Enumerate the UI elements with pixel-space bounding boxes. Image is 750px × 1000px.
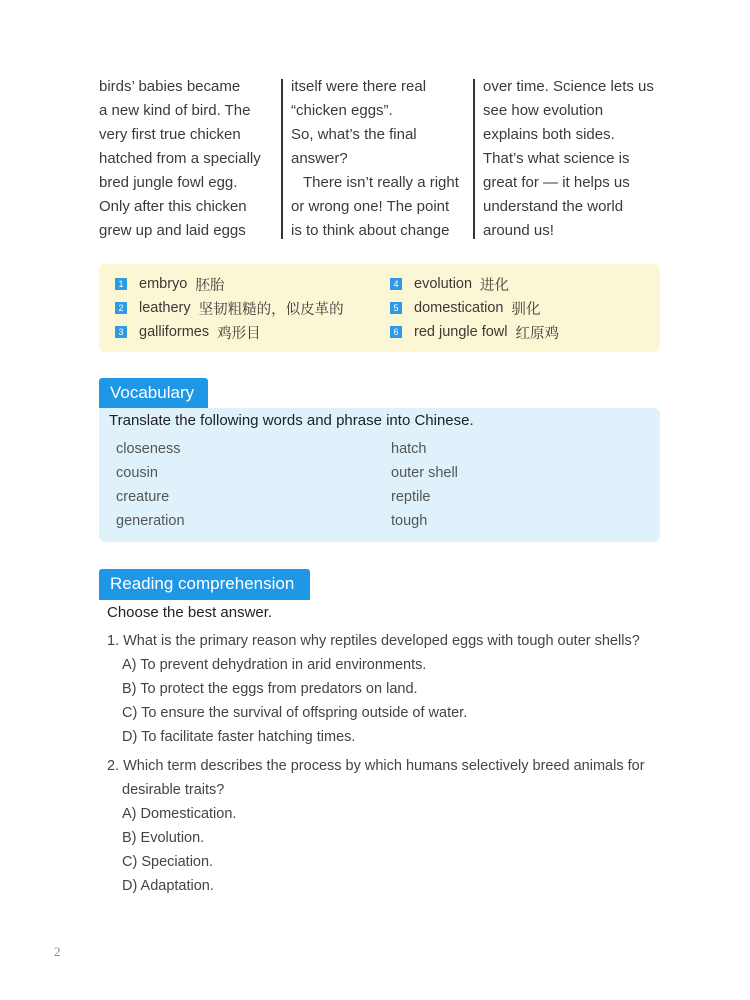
vocabulary-instruction: Translate the following words and phrase into Chinese.	[109, 412, 474, 429]
glossary-translation: 胚胎	[195, 277, 225, 294]
story-columns	[99, 75, 671, 245]
answer-option: C) To ensure the survival of offspring outside of water.	[122, 705, 468, 721]
story-line: understand the world	[483, 198, 624, 215]
glossary-term: domestication	[414, 300, 504, 316]
glossary-item	[115, 272, 224, 296]
answer-option: A) To prevent dehydration in arid environments.	[122, 657, 427, 673]
column-divider	[473, 79, 475, 239]
glossary-translation: 红原鸡	[515, 325, 559, 342]
glossary-box	[99, 264, 660, 352]
story-column-1	[99, 75, 279, 243]
story-line: or wrong one! The point	[291, 198, 450, 215]
story-line: bred jungle fowl egg.	[99, 174, 238, 191]
column-divider	[281, 79, 283, 239]
answer-option: B) To protect the eggs from predators on land.	[122, 681, 418, 697]
vocab-word: creature	[116, 489, 170, 505]
vocabulary-heading: Vocabulary	[99, 378, 208, 408]
answer-option: D) To facilitate faster hatching times.	[122, 729, 356, 745]
vocab-word: reptile	[391, 489, 431, 505]
glossary-item	[390, 320, 559, 344]
glossary-translation: 坚韧粗糙的，似皮革的	[198, 301, 344, 318]
story-line: great for — it helps us	[483, 174, 630, 191]
story-line: explains both sides.	[483, 126, 615, 143]
vocab-word: outer shell	[391, 465, 458, 481]
glossary-number: 3	[115, 326, 127, 338]
glossary-item	[390, 296, 540, 320]
glossary-term: galliformes	[139, 324, 210, 340]
story-line: That’s what science is	[483, 150, 630, 167]
story-line: grew up and laid eggs	[99, 222, 246, 239]
glossary-number: 1	[115, 278, 127, 290]
vocab-word: tough	[391, 513, 428, 529]
answer-option: C) Speciation.	[122, 854, 214, 870]
story-line: hatched from a specially	[99, 150, 261, 167]
question-text: 2. Which term describes the process by which humans selectively breed animals for	[107, 758, 645, 774]
vocab-word: cousin	[116, 465, 158, 481]
vocab-word: generation	[116, 513, 185, 529]
story-line: over time. Science lets us	[483, 78, 654, 95]
story-line: is to think about change	[291, 222, 450, 239]
story-line: very first true chicken	[99, 126, 241, 143]
vocabulary-box	[99, 408, 660, 542]
story-column-3	[483, 75, 663, 243]
answer-option: A) Domestication.	[122, 806, 237, 822]
page-number: 2	[54, 944, 61, 959]
vocab-word: closeness	[116, 441, 181, 457]
glossary-term: evolution	[414, 276, 473, 292]
glossary-number: 4	[390, 278, 402, 290]
story-line: “chicken eggs”.	[291, 102, 393, 119]
glossary-term: red jungle fowl	[414, 324, 508, 340]
answer-option: B) Evolution.	[122, 830, 205, 846]
glossary-translation: 鸡形目	[217, 325, 261, 342]
glossary-translation: 驯化	[511, 301, 541, 318]
glossary-translation: 进化	[480, 277, 510, 294]
story-line: see how evolution	[483, 102, 604, 119]
story-line: a new kind of bird. The	[99, 102, 251, 119]
glossary-term: embryo	[139, 276, 188, 292]
glossary-term: leathery	[139, 300, 191, 316]
glossary-item	[390, 272, 509, 296]
glossary-number: 5	[390, 302, 402, 314]
question-text-continued: desirable traits?	[122, 782, 225, 798]
story-line: birds’ babies became	[99, 78, 241, 95]
story-line: around us!	[483, 222, 554, 239]
story-line: Only after this chicken	[99, 198, 247, 215]
story-line: itself were there real	[291, 78, 427, 95]
reading-comprehension-heading: Reading comprehension	[99, 569, 310, 599]
glossary-item	[115, 296, 344, 320]
glossary-item	[115, 320, 261, 344]
question-text: 1. What is the primary reason why reptiles developed eggs with tough outer shells?	[107, 633, 640, 649]
story-line: There isn’t really a right	[303, 174, 459, 191]
story-column-2	[291, 75, 471, 243]
section-underline	[99, 599, 310, 600]
glossary-number: 6	[390, 326, 402, 338]
story-line: answer?	[291, 150, 348, 167]
answer-option: D) Adaptation.	[122, 878, 214, 894]
vocab-word: hatch	[391, 441, 427, 457]
reading-instruction: Choose the best answer.	[107, 604, 273, 621]
glossary-number: 2	[115, 302, 127, 314]
story-line: So, what’s the final	[291, 126, 417, 143]
